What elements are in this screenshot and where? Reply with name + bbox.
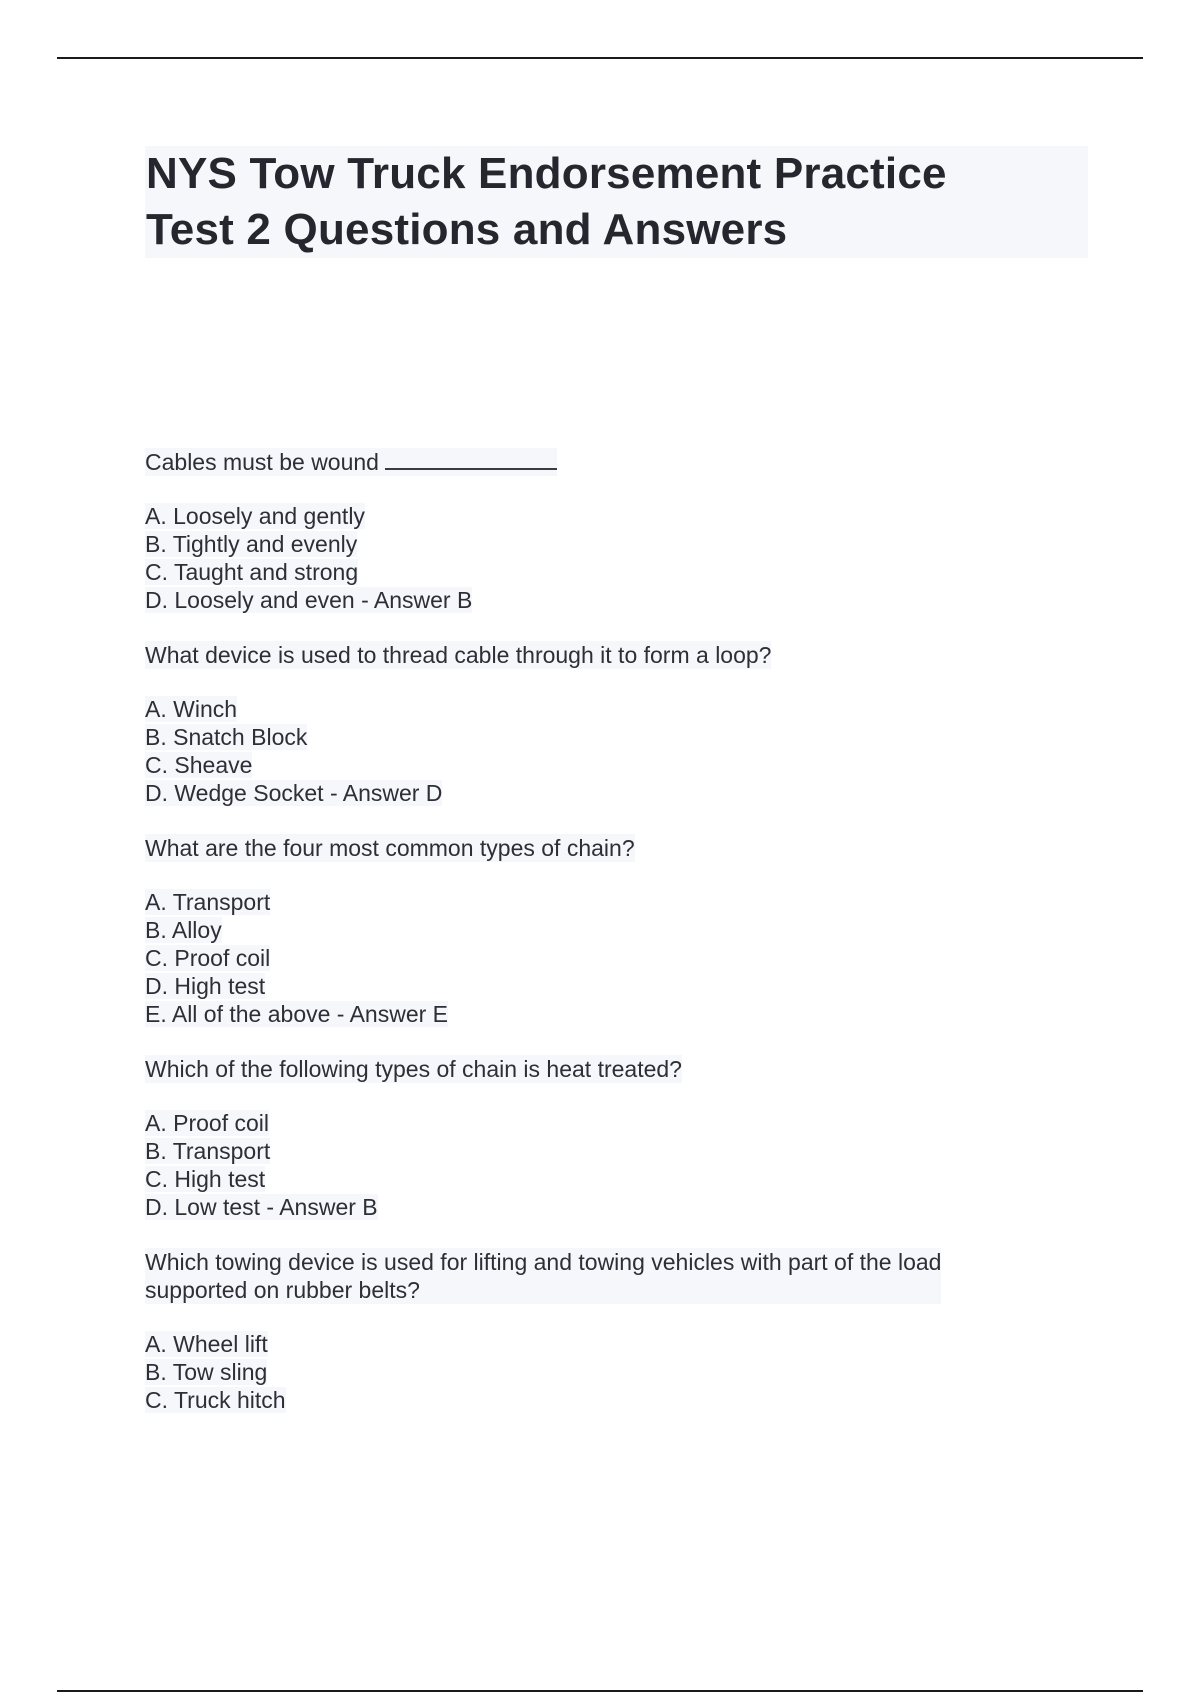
option-b: B. Tow sling xyxy=(145,1359,268,1385)
option-c: C. Taught and strong xyxy=(145,559,359,585)
option-b: B. Snatch Block xyxy=(145,724,308,750)
bottom-rule xyxy=(57,1690,1143,1692)
option-c: C. Sheave xyxy=(145,752,253,778)
option-d: D. Wedge Socket - Answer D xyxy=(145,780,443,806)
question-text: What are the four most common types of chain? xyxy=(145,835,635,861)
question-text: Which of the following types of chain is heat treated? xyxy=(145,1056,682,1082)
question-text-main: Cables must be wound xyxy=(145,449,379,475)
option-list xyxy=(145,888,1045,1028)
option-a: A. Proof coil xyxy=(145,1110,269,1136)
question-text xyxy=(145,1248,941,1304)
option-list xyxy=(145,1109,1045,1221)
option-b: B. Tightly and evenly xyxy=(145,531,358,557)
question-text xyxy=(145,448,557,476)
option-a: A. Transport xyxy=(145,889,271,915)
option-d: D. Low test - Answer B xyxy=(145,1194,378,1220)
question-3 xyxy=(145,834,1045,1028)
answer-blank xyxy=(385,448,557,470)
option-a: A. Winch xyxy=(145,696,238,722)
option-d: D. Loosely and even - Answer B xyxy=(145,587,473,613)
document-title xyxy=(145,146,1088,258)
title-line-2: Test 2 Questions and Answers xyxy=(146,205,788,254)
top-rule xyxy=(57,57,1143,59)
option-c: C. High test xyxy=(145,1166,266,1192)
question-list xyxy=(145,448,1045,1441)
option-b: B. Alloy xyxy=(145,917,222,943)
question-1 xyxy=(145,448,1045,614)
option-a: A. Wheel lift xyxy=(145,1331,268,1357)
question-text-line-2: supported on rubber belts? xyxy=(145,1277,420,1303)
option-list xyxy=(145,695,1045,807)
option-b: B. Transport xyxy=(145,1138,271,1164)
option-e: E. All of the above - Answer E xyxy=(145,1001,448,1027)
option-list xyxy=(145,502,1045,614)
question-4 xyxy=(145,1055,1045,1221)
option-a: A. Loosely and gently xyxy=(145,503,365,529)
option-list xyxy=(145,1330,1045,1414)
title-line-1: NYS Tow Truck Endorsement Practice xyxy=(146,149,947,198)
question-text-line-1: Which towing device is used for lifting and towing vehicles with part of the load xyxy=(145,1249,942,1275)
question-2 xyxy=(145,641,1045,807)
option-d: D. High test xyxy=(145,973,266,999)
option-c: C. Proof coil xyxy=(145,945,271,971)
question-text: What device is used to thread cable through it to form a loop? xyxy=(145,642,772,668)
question-5 xyxy=(145,1248,1045,1414)
option-c: C. Truck hitch xyxy=(145,1387,286,1413)
